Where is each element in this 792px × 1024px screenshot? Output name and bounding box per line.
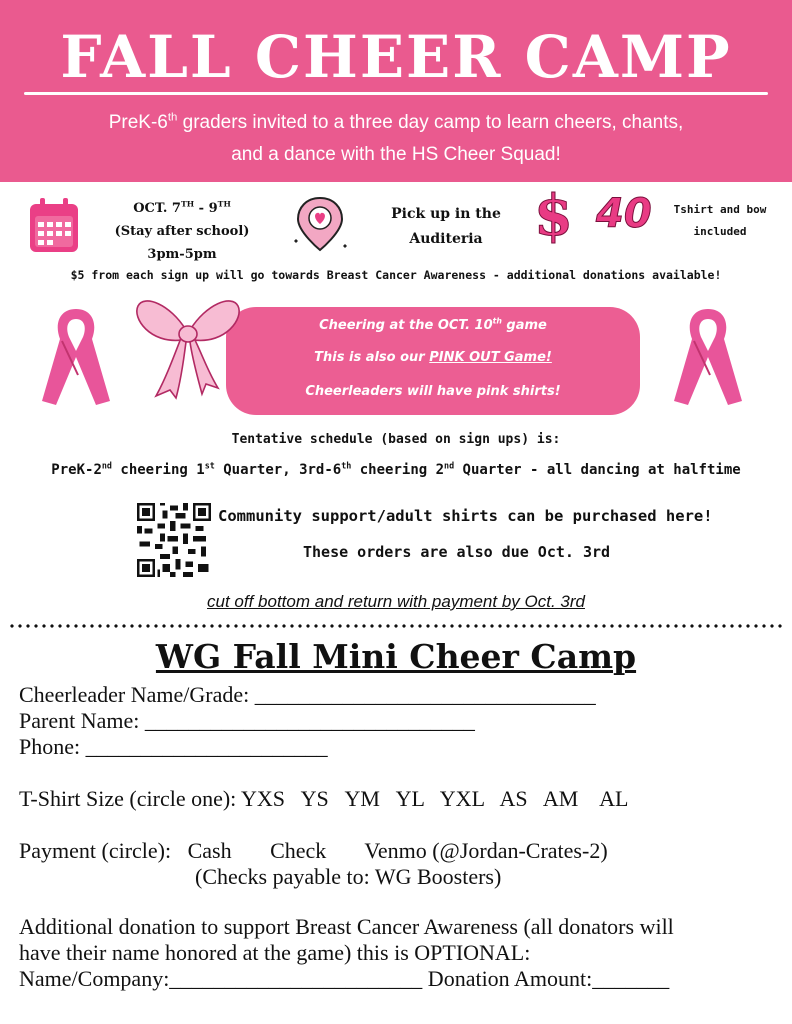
qr-text-line-2: These orders are also due Oct. 3rd [303,543,611,561]
cutoff-instruction: cut off bottom and return with payment by Oct. 3rd [207,592,585,611]
tshirt-line-1: Tshirt and bow [673,203,767,216]
pink-ribbon-icon [670,305,746,413]
pickup-location [372,202,520,252]
tshirt-note [672,199,768,243]
schedule-heading: Tentative schedule (based on sign ups) is: [231,432,561,447]
pickup-line-2: Auditeria [409,231,483,247]
tshirt-line-2: included [693,225,747,238]
pickup-line-1: Pick up in the [391,206,501,222]
box-line-1: Cheering at the OCT. 10th game [319,316,547,333]
schedule-details: PreK-2nd cheering 1st Quarter, 3rd-6th cheering 2nd Quarter - all dancing at halftime [51,460,741,478]
camp-dates [82,197,282,266]
qr-text-line-1: Community support/adult shirts can be purchased here! [218,507,713,525]
dates-line-2: (Stay after school) [114,224,250,239]
parent-name-field[interactable]: Parent Name: ______________________________ [19,708,475,733]
dates-line-3: 3pm-5pm [147,247,217,262]
qr-code[interactable] [137,503,211,577]
location-pin-icon [288,192,352,258]
cut-line [8,624,784,628]
box-line-2: This is also our PINK OUT Game! [314,350,552,365]
dollar-icon: $ [534,183,573,249]
box-line-3: Cheerleaders will have pink shirts! [305,384,561,399]
checks-payable-note: (Checks payable to: WG Boosters) [195,864,502,889]
subtitle-line-2: and a dance with the HS Cheer Squad! [231,144,561,165]
cheerleader-name-grade-field[interactable]: Cheerleader Name/Grade: _______________________________ [19,682,596,707]
donation-text-line-1: Additional donation to support Breast Cancer Awareness (all donators will [19,914,674,939]
donation-note: $5 from each sign up will go towards Breast Cancer Awareness - additional donations available! [70,268,722,282]
title-underline [24,92,768,95]
page-title: FALL CHEER CAMP [60,23,732,91]
payment-options[interactable]: Payment (circle): Cash Check Venmo (@Jordan-Crates-2) [19,838,608,863]
calendar-icon [28,196,80,254]
donation-text-line-2: have their name honored at the game) this is OPTIONAL: [19,940,531,965]
form-title: WG Fall Mini Cheer Camp [155,637,637,676]
tshirt-size-options[interactable]: T-Shirt Size (circle one): YXS YS YM YL YXL AS AM AL [19,786,629,811]
donation-fields[interactable]: Name/Company:_______________________ Donation Amount:_______ [19,966,670,991]
subtitle-line-1: PreK-6th graders invited to a three day camp to learn cheers, chants, [108,111,684,133]
dates-line-1: OCT. 7TH - 9TH [133,199,231,216]
price: 40 [596,191,652,237]
phone-field[interactable]: Phone: ______________________ [19,734,328,759]
pink-ribbon-icon [38,305,114,413]
